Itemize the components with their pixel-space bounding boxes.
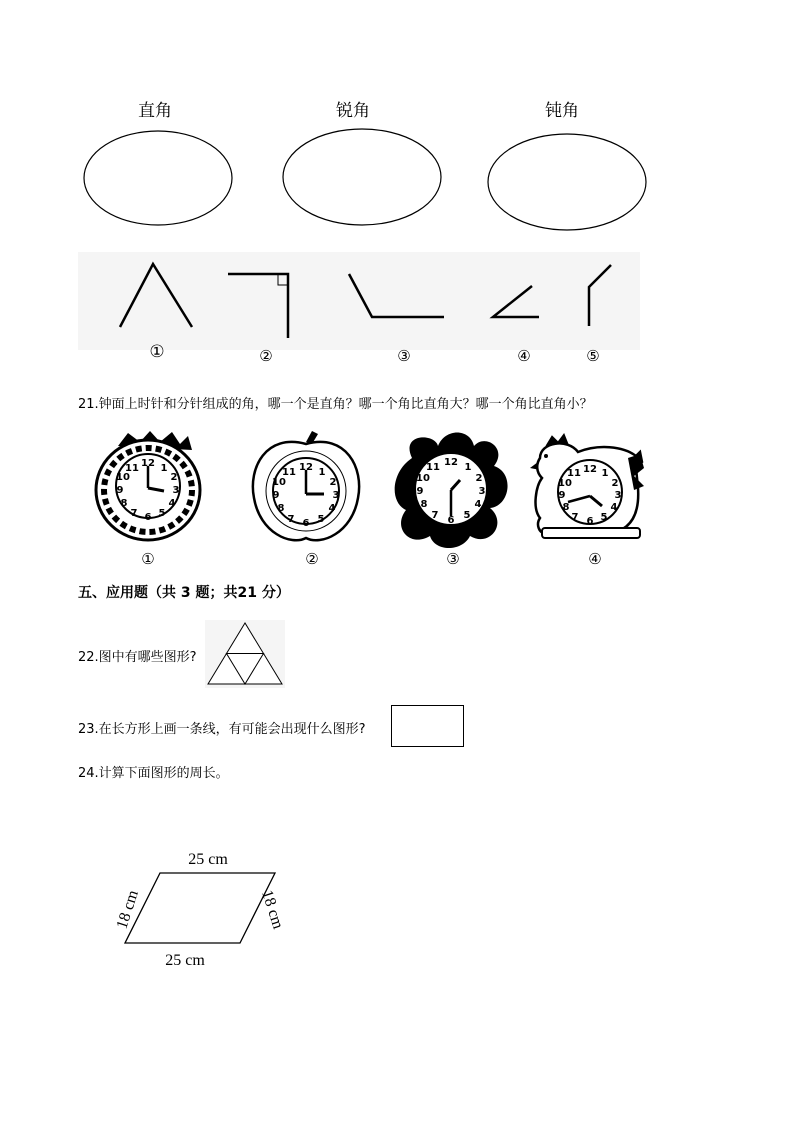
triangle-figure-panel <box>205 620 285 688</box>
question-24-text: 24.计算下面图形的周长。 <box>78 766 229 781</box>
category-label-acute-angle: 锐角 <box>336 101 370 121</box>
svg-text:11: 11 <box>125 463 139 474</box>
svg-text:10: 10 <box>272 477 286 488</box>
oval-right-angle[interactable] <box>84 131 232 225</box>
clock-number-1: ① <box>141 550 155 568</box>
angle-figures <box>78 252 640 350</box>
angle-number-1: ① <box>149 342 165 362</box>
svg-text:11: 11 <box>567 468 581 479</box>
svg-text:6: 6 <box>302 518 310 529</box>
left-side-label: 18 cm <box>113 888 142 932</box>
svg-text:4: 4 <box>168 498 176 509</box>
angle-figures-panel <box>78 252 640 350</box>
svg-text:2: 2 <box>611 478 619 489</box>
angle-number-3: ③ <box>397 347 411 365</box>
angle-1-figure <box>120 264 192 327</box>
svg-text:11: 11 <box>282 467 296 478</box>
svg-text:10: 10 <box>416 473 430 484</box>
svg-text:7: 7 <box>130 508 138 519</box>
angle-number-4: ④ <box>517 347 531 365</box>
svg-text:6: 6 <box>447 515 455 526</box>
svg-text:12: 12 <box>299 462 313 473</box>
svg-text:4: 4 <box>610 502 618 513</box>
clock-3 <box>395 433 508 549</box>
svg-text:2: 2 <box>329 477 337 488</box>
svg-text:3: 3 <box>478 486 486 497</box>
svg-text:4: 4 <box>474 499 482 510</box>
angle-5-figure <box>589 265 611 326</box>
angle-number-5: ⑤ <box>586 347 600 365</box>
subdivided-triangle <box>205 620 285 688</box>
category-label-right-angle: 直角 <box>138 101 172 121</box>
clock-2 <box>253 431 359 540</box>
angle-number-2: ② <box>259 347 273 365</box>
svg-text:12: 12 <box>583 464 597 475</box>
svg-text:5: 5 <box>317 514 325 525</box>
clock-illustrations <box>88 428 648 550</box>
svg-text:5: 5 <box>600 512 608 523</box>
svg-text:5: 5 <box>463 510 471 521</box>
svg-text:2: 2 <box>170 472 178 483</box>
svg-text:4: 4 <box>328 503 336 514</box>
svg-text:7: 7 <box>431 510 439 521</box>
svg-text:3: 3 <box>172 485 180 496</box>
top-side-label: 25 cm <box>188 851 228 868</box>
svg-text:9: 9 <box>116 485 124 496</box>
clock-number-4: ④ <box>588 550 602 568</box>
question-22-text: 22.图中有哪些图形? <box>78 650 197 665</box>
svg-text:11: 11 <box>426 462 440 473</box>
svg-text:7: 7 <box>571 512 579 523</box>
svg-text:5: 5 <box>158 508 166 519</box>
oval-obtuse-angle[interactable] <box>488 134 646 230</box>
svg-text:1: 1 <box>318 467 326 478</box>
svg-text:3: 3 <box>614 490 622 501</box>
svg-text:6: 6 <box>586 516 594 527</box>
svg-text:6: 6 <box>144 512 152 523</box>
svg-text:8: 8 <box>562 502 570 513</box>
section-5-title: 五、应用题（共 3 题；共21 分） <box>78 585 290 601</box>
svg-text:9: 9 <box>272 490 280 501</box>
angle-2-figure <box>228 274 288 338</box>
svg-text:10: 10 <box>116 472 130 483</box>
svg-text:12: 12 <box>141 458 155 469</box>
svg-text:9: 9 <box>416 486 424 497</box>
svg-text:8: 8 <box>120 498 128 509</box>
svg-text:1: 1 <box>160 463 168 474</box>
bottom-side-label: 25 cm <box>165 952 205 969</box>
svg-text:8: 8 <box>420 499 428 510</box>
svg-text:9: 9 <box>558 490 566 501</box>
parallelogram-figure <box>100 845 300 975</box>
svg-text:2: 2 <box>475 473 483 484</box>
angle-3-figure <box>349 274 444 317</box>
angle-2-right-mark <box>278 274 288 285</box>
svg-text:3: 3 <box>332 490 340 501</box>
clock-number-2: ② <box>305 550 319 568</box>
svg-text:12: 12 <box>444 457 458 468</box>
rectangle-figure <box>391 705 464 747</box>
svg-text:7: 7 <box>287 514 295 525</box>
svg-text:10: 10 <box>558 478 572 489</box>
clock-4 <box>530 434 644 538</box>
clock-1 <box>96 431 200 540</box>
question-23-text: 23.在长方形上画一条线，有可能会出现什么图形? <box>78 722 366 737</box>
clock-number-3: ③ <box>446 550 460 568</box>
category-label-obtuse-angle: 钝角 <box>545 101 579 121</box>
parallelogram-shape <box>125 873 275 943</box>
category-ovals <box>80 125 660 240</box>
oval-acute-angle[interactable] <box>283 129 441 225</box>
svg-text:1: 1 <box>601 468 609 479</box>
svg-text:8: 8 <box>277 503 285 514</box>
svg-text:1: 1 <box>464 462 472 473</box>
right-side-label: 18 cm <box>258 888 287 932</box>
angle-4-figure <box>493 286 539 317</box>
question-21-text: 21.钟面上时针和分针组成的角，哪一个是直角？哪一个角比直角大？哪一个角比直角小？ <box>78 397 593 412</box>
